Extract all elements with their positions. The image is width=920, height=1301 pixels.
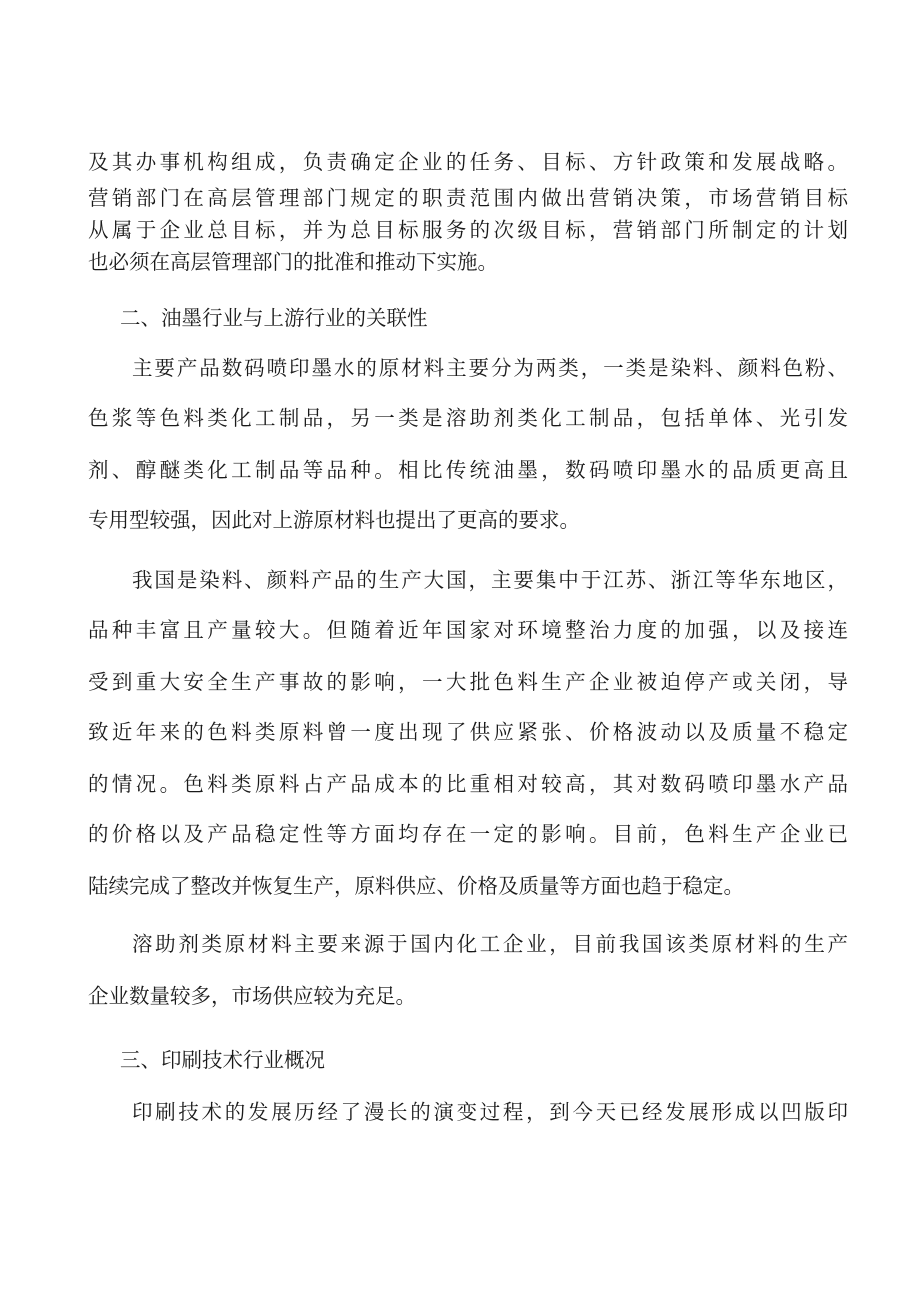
text-line: 陆续完成了整改并恢复生产，原料供应、价格及质量等方面也趋于稳定。 <box>88 874 744 898</box>
text-line: 也必须在高层管理部门的批准和推动下实施。 <box>88 250 498 274</box>
text-line: 主要产品数码喷印墨水的原材料主要分为两类，一类是染料、颜料色粉、 <box>132 356 848 380</box>
text-line: 溶助剂类原材料主要来源于国内化工企业，目前我国该类原材料的生产 <box>132 932 848 956</box>
text-line: 我国是染料、颜料产品的生产大国，主要集中于江苏、浙江等华东地区， <box>132 568 848 592</box>
text-line: 的价格以及产品稳定性等方面均存在一定的影响。目前，色料生产企业已 <box>88 822 848 846</box>
text-line: 营销部门在高层管理部门规定的职责范围内做出营销决策，市场营销目标 <box>88 186 848 210</box>
section-heading-printing-tech: 三、印刷技术行业概况 <box>120 1048 325 1072</box>
text-line: 企业数量较多，市场供应较为充足。 <box>88 984 416 1008</box>
text-line: 致近年来的色料类原料曾一度出现了供应紧张、价格波动以及质量不稳定 <box>88 720 848 744</box>
section-heading-upstream: 二、油墨行业与上游行业的关联性 <box>120 306 428 330</box>
text-line: 剂、醇醚类化工制品等品种。相比传统油墨，数码喷印墨水的品质更高且 <box>88 458 848 482</box>
text-line: 从属于企业总目标，并为总目标服务的次级目标，营销部门所制定的计划 <box>88 218 848 242</box>
text-line: 专用型较强，因此对上游原材料也提出了更高的要求。 <box>88 508 580 532</box>
text-line: 色浆等色料类化工制品，另一类是溶助剂类化工制品，包括单体、光引发 <box>88 406 848 430</box>
text-line: 受到重大安全生产事故的影响，一大批色料生产企业被迫停产或关闭，导 <box>88 670 848 694</box>
text-line: 及其办事机构组成，负责确定企业的任务、目标、方针政策和发展战略。 <box>88 150 848 174</box>
text-line: 的情况。色料类原料占产品成本的比重相对较高，其对数码喷印墨水产品 <box>88 772 848 796</box>
text-line: 印刷技术的发展历经了漫长的演变过程，到今天已经发展形成以凹版印 <box>132 1100 848 1124</box>
text-line: 品种丰富且产量较大。但随着近年国家对环境整治力度的加强，以及接连 <box>88 618 848 642</box>
